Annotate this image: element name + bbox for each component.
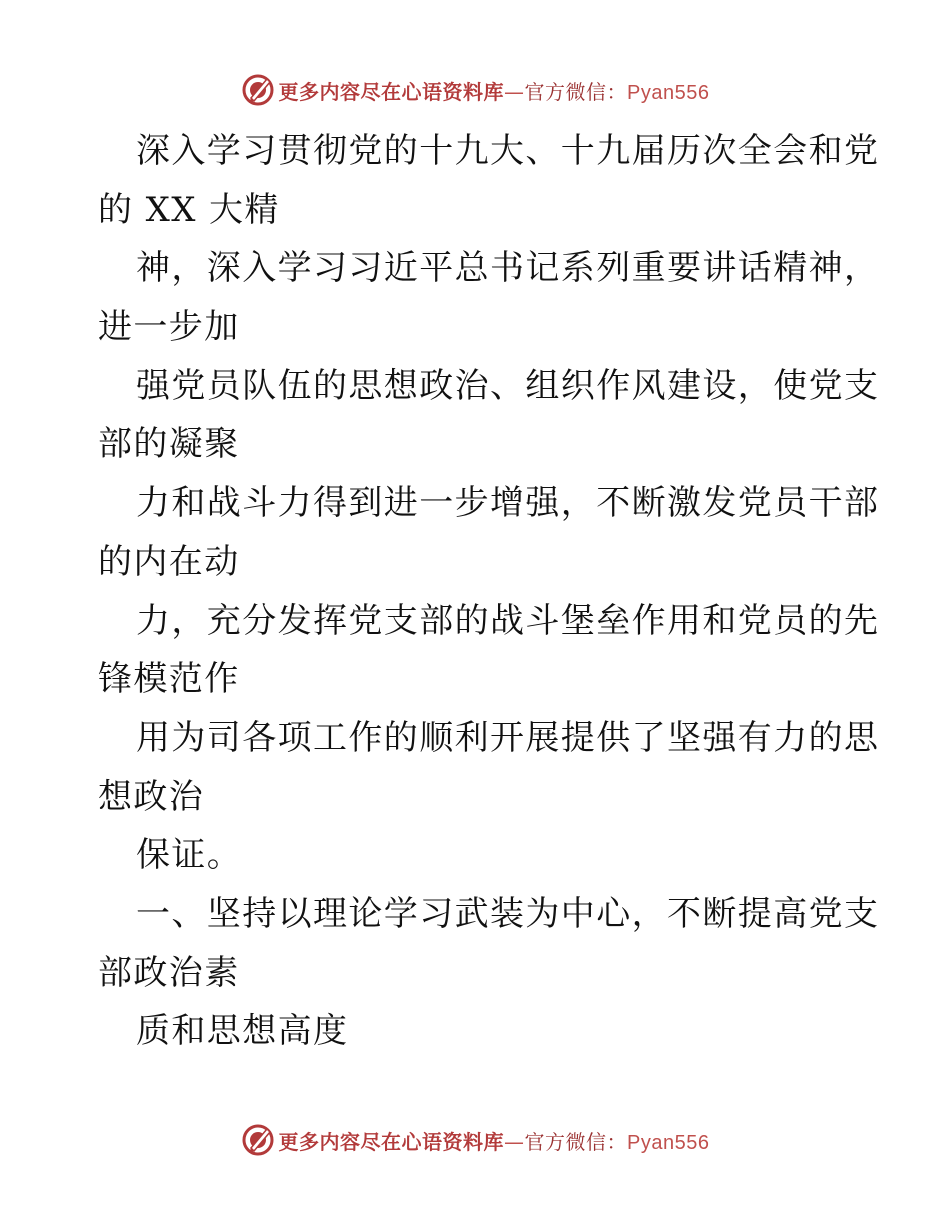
- body-line-15: 部政治素: [98, 952, 240, 993]
- header-banner-text: [279, 76, 710, 105]
- header-site-name: 更多内容尽在心语资料库: [278, 79, 505, 104]
- body-line-12: 想政治: [98, 776, 205, 817]
- body-line-5: 强党员队伍的思想政治、组织作风建设，使党支: [136, 365, 880, 406]
- document-body: [98, 122, 880, 1061]
- footer-wechat-id: Pyan556: [627, 1131, 710, 1154]
- footer-banner: [0, 1120, 950, 1160]
- body-line-10: 锋模范作: [98, 659, 240, 700]
- body-line-3: 神，深入学习习近平总书记系列重要讲话精神，: [136, 248, 880, 289]
- body-line-8: 的内在动: [98, 541, 240, 582]
- section-heading: 一、坚持以理论学习武装为中心，不断提高党支: [136, 893, 880, 934]
- body-line-7: 力和战斗力得到进一步增强，不断激发党员干部: [136, 483, 880, 524]
- pen-logo-icon: [241, 1123, 275, 1157]
- body-line-11: 用为司各项工作的顺利开展提供了坚强有力的思: [136, 717, 880, 758]
- footer-dash: —: [504, 1129, 525, 1154]
- header-wechat-id: Pyan556: [627, 81, 710, 104]
- footer-wechat-label: 官方微信：: [524, 1129, 628, 1154]
- pen-logo-icon: [241, 73, 275, 107]
- header-dash: —: [504, 79, 525, 104]
- footer-banner-text: [279, 1126, 710, 1155]
- body-line-6: 部的凝聚: [98, 424, 240, 465]
- body-line-16: 质和思想高度: [136, 1011, 349, 1052]
- body-line-4: 进一步加: [98, 307, 240, 348]
- footer-site-name: 更多内容尽在心语资料库: [278, 1129, 505, 1154]
- body-line-9: 力，充分发挥党支部的战斗堡垒作用和党员的先: [136, 600, 880, 641]
- body-line-1: 深入学习贯彻党的十九大、十九届历次全会和党: [136, 131, 880, 171]
- body-line-13: 保证。: [136, 835, 243, 876]
- header-wechat-label: 官方微信：: [524, 79, 628, 104]
- body-line-2: 的 XX 大精: [98, 189, 280, 230]
- header-banner: [0, 70, 950, 110]
